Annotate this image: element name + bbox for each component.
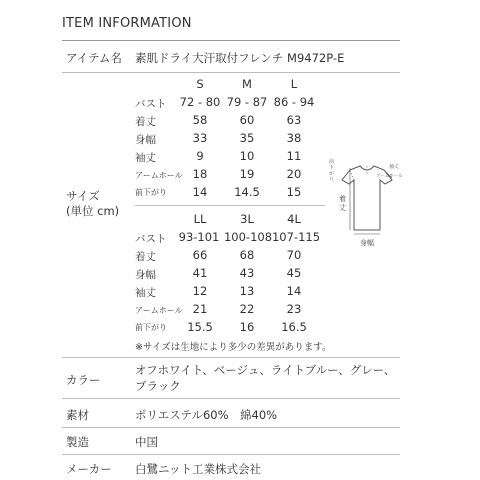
table-cell: 43 (239, 266, 255, 280)
divider (62, 72, 400, 73)
table-cell: 16.5 (281, 320, 307, 334)
size-note: ※サイズは生地により多少の差異があります。 (135, 342, 332, 353)
divider (62, 398, 400, 399)
divider (62, 357, 400, 358)
material-value: ポリエステル60% 綿40% (135, 408, 278, 422)
row-label: 着丈 (135, 251, 156, 263)
diagram-label-length: 着丈 (339, 195, 346, 212)
origin-label: 製造 (66, 435, 89, 449)
row-label: バスト (135, 233, 167, 245)
color-label: カラー (66, 373, 101, 387)
maker-label: メーカー (66, 462, 112, 476)
size-label: サイズ (66, 189, 100, 203)
table-cell: 20 (286, 167, 302, 181)
divider (62, 40, 400, 41)
table-cell: 58 (192, 113, 208, 127)
table-cell: 66 (192, 248, 208, 262)
table-cell: 38 (286, 131, 302, 145)
armhole-line (350, 171, 354, 180)
table-cell: 100-108 (223, 230, 273, 244)
diagram-label-front-drop: 前下がり (329, 159, 335, 183)
material-label: 素材 (66, 408, 89, 422)
row-label: 身幅 (135, 134, 156, 146)
table-cell: 15 (286, 185, 302, 199)
table-cell: 13 (239, 284, 255, 298)
table-cell: 35 (239, 131, 255, 145)
table-cell: 10 (239, 149, 255, 163)
row-label: 身幅 (135, 269, 156, 281)
row-label: 前下がり (135, 323, 167, 332)
column-header: L (290, 77, 298, 91)
divider (62, 427, 400, 428)
diagram-label-armhole: アームホール (376, 174, 403, 179)
origin-value: 中国 (135, 435, 158, 449)
table-cell: 12 (192, 284, 208, 298)
row-label: バスト (135, 98, 167, 110)
table-cell: 15.5 (187, 320, 213, 334)
row-label: アームホール (135, 171, 183, 180)
item-name-label: アイテム名 (66, 51, 122, 65)
row-label: 前下がり (135, 188, 167, 197)
diagram-label-width: 身幅 (360, 239, 374, 247)
color-value-line2: ブラック (135, 379, 181, 393)
table-cell: 93-101 (178, 230, 220, 244)
table-cell: 79 - 87 (226, 95, 268, 109)
table-cell: 14 (286, 284, 302, 298)
column-header: LL (193, 212, 207, 226)
column-header: M (242, 77, 252, 91)
table-cell: 72 - 80 (179, 95, 221, 109)
table-cell: 18 (192, 167, 208, 181)
table-cell: 70 (286, 248, 302, 262)
table-cell: 11 (286, 149, 302, 163)
divider (62, 454, 400, 455)
row-label: 袖丈 (135, 287, 156, 299)
table-cell: 21 (192, 302, 208, 316)
table-cell: 41 (192, 266, 208, 280)
table-cell: 63 (286, 113, 302, 127)
table-cell: 16 (239, 320, 255, 334)
table-cell: 86 - 94 (273, 95, 315, 109)
column-header: S (196, 77, 204, 91)
table-cell: 19 (239, 167, 255, 181)
table-cell: 22 (239, 302, 255, 316)
table-cell: 9 (196, 149, 204, 163)
section-title: ITEM INFORMATION (62, 16, 192, 31)
size-unit-label: (単位 cm) (66, 204, 120, 218)
table-cell: 45 (286, 266, 302, 280)
table-cell: 14 (192, 185, 208, 199)
column-header: 4L (287, 212, 301, 226)
table-cell: 23 (286, 302, 302, 316)
row-label: 袖丈 (135, 152, 156, 164)
maker-value: 白鷺ニット工業株式会社 (135, 462, 262, 476)
table-divider (135, 205, 325, 206)
row-label: アームホール (135, 306, 183, 315)
column-header: 3L (240, 212, 254, 226)
table-cell: 107-115 (271, 230, 321, 244)
color-value-line1: オフホワイト、ベージュ、ライトブルー、グレー、 (135, 363, 396, 377)
table-cell: 14.5 (234, 185, 260, 199)
item-name-value: 素肌ドライ大汗取付フレンチ M9472P-E (135, 51, 345, 65)
table-cell: 60 (239, 113, 255, 127)
table-cell: 68 (239, 248, 255, 262)
row-label: 着丈 (135, 116, 156, 128)
diagram-label-sleeve: 袖丈 (389, 164, 400, 170)
table-cell: 33 (192, 131, 208, 145)
